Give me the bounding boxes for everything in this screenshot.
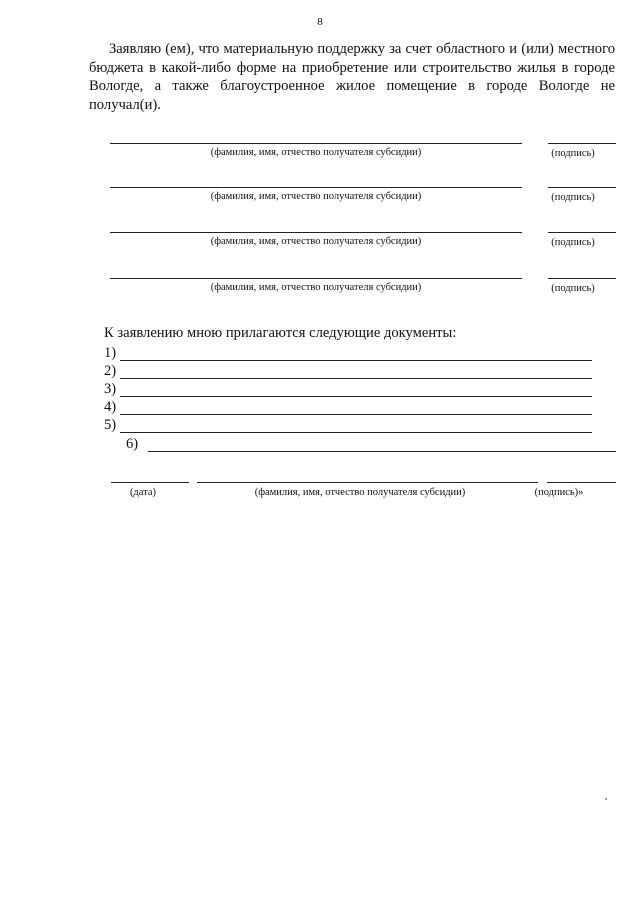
attachment-entry-line[interactable]: [120, 432, 592, 433]
attachment-number: 3): [104, 381, 117, 397]
signature-caption: (подпись): [551, 283, 595, 294]
attachment-row: [126, 436, 616, 454]
name-caption: (фамилия, имя, отчество получателя субсидии): [210, 191, 422, 202]
signature-entry-line[interactable]: [548, 278, 616, 279]
attachment-number: 1): [104, 345, 117, 361]
attachment-row: [104, 363, 592, 381]
signature-entry-line[interactable]: [548, 187, 616, 188]
signature-entry-line[interactable]: [548, 232, 616, 233]
signature-block: [0, 187, 640, 227]
attachment-entry-line[interactable]: [120, 396, 592, 397]
signature-block: [0, 232, 640, 272]
page-number: 8: [317, 16, 323, 28]
attachment-entry-line[interactable]: [120, 414, 592, 415]
attachment-row: [104, 399, 592, 417]
signature-caption: (подпись): [551, 237, 595, 248]
name-caption: (фамилия, имя, отчество получателя субсидии): [254, 487, 466, 498]
attachment-number: 2): [104, 363, 117, 379]
attachment-row: [104, 345, 592, 363]
signature-block: [0, 278, 640, 318]
scan-artifact: [605, 798, 607, 800]
name-entry-line[interactable]: [110, 278, 522, 279]
declaration-paragraph: Заявляю (ем), что материальную поддержку за счет областного и (или) местного бюджета в какой-либо форме на приобретение или строительство жилья в городе Вологде, а также благоустроенное жилое помещение в городе Вологде не получал(и).: [89, 41, 615, 113]
name-entry-line[interactable]: [110, 232, 522, 233]
attachment-row: [104, 417, 592, 435]
signature-entry-line[interactable]: [548, 143, 616, 144]
attachments-heading: К заявлению мною прилагаются следующие документы:: [104, 325, 457, 341]
attachment-number: 4): [104, 399, 117, 415]
signature-block: [0, 143, 640, 183]
name-entry-line[interactable]: [110, 187, 522, 188]
name-caption: (фамилия, имя, отчество получателя субсидии): [210, 147, 422, 158]
attachment-entry-line[interactable]: [120, 360, 592, 361]
attachment-entry-line[interactable]: [120, 378, 592, 379]
name-entry-line[interactable]: [110, 143, 522, 144]
signature-caption: (подпись): [551, 148, 595, 159]
attachment-number: 6): [126, 436, 139, 452]
date-entry-line[interactable]: [111, 482, 189, 483]
date-caption: (дата): [129, 487, 157, 498]
signature-caption: (подпись)»: [534, 487, 584, 498]
name-entry-line[interactable]: [197, 482, 538, 483]
attachment-number: 5): [104, 417, 117, 433]
signature-entry-line[interactable]: [547, 482, 616, 483]
attachment-row: [104, 381, 592, 399]
signature-caption: (подпись): [551, 192, 595, 203]
name-caption: (фамилия, имя, отчество получателя субсидии): [210, 236, 422, 247]
attachment-entry-line[interactable]: [148, 451, 616, 452]
name-caption: (фамилия, имя, отчество получателя субсидии): [210, 282, 422, 293]
